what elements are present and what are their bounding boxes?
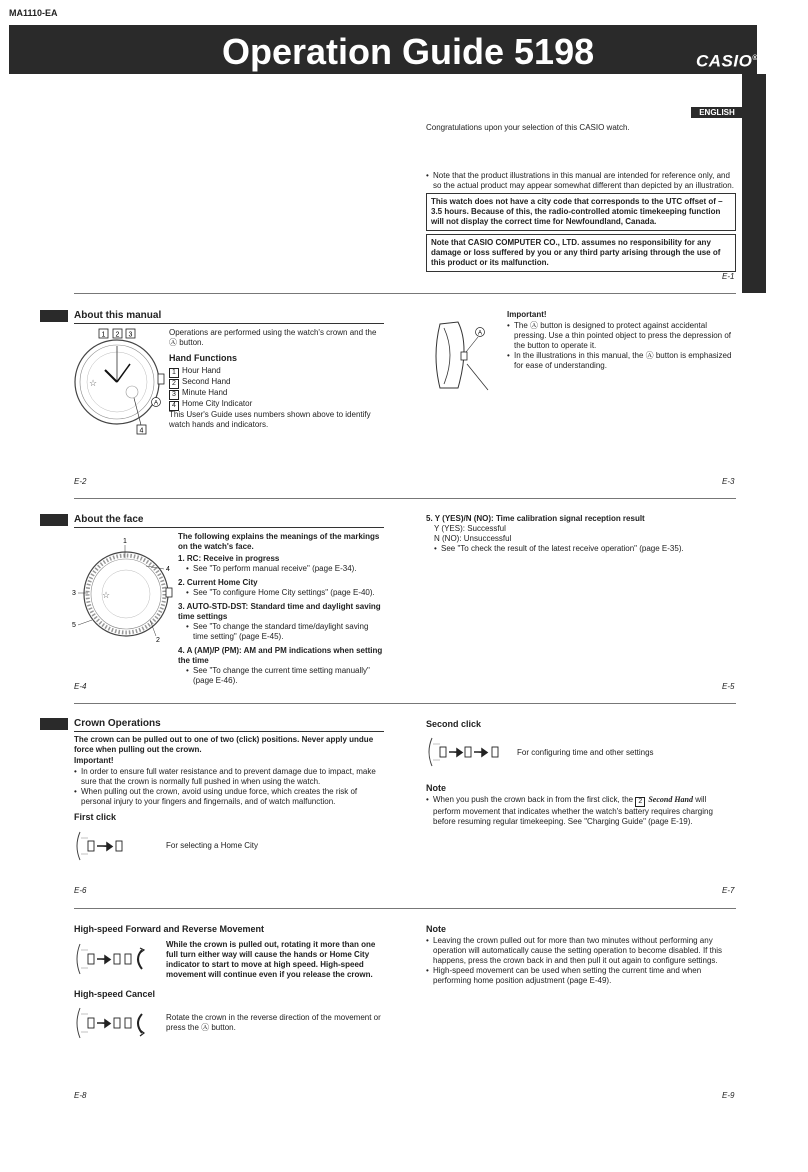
crown-important-title: Important! xyxy=(74,756,114,765)
section-heading xyxy=(40,514,384,528)
face-item-title: 3. AUTO-STD-DST: Standard time and daylight saving time settings xyxy=(178,602,381,621)
crown-important-list xyxy=(74,767,384,807)
result-line: N (NO): Unsuccessful xyxy=(434,534,512,543)
hand-functions-title: Hand Functions xyxy=(169,353,237,363)
second-click-note xyxy=(426,795,736,827)
face-item-sub xyxy=(178,666,384,686)
result-line: Y (YES): Successful xyxy=(434,524,506,533)
list-item: • Note that the product illustrations in this manual are intended for reference only, and so the actual product may appear somewhat different than depicted by an illustration. xyxy=(426,171,736,191)
second-click-title: Second click xyxy=(426,719,482,729)
section-divider xyxy=(74,293,736,294)
watch-face-illustration xyxy=(72,326,166,436)
crown-intro: The crown can be pulled out to one of two (click) positions. Never apply undue force when pulling out the crown. xyxy=(74,735,374,754)
list-item: • See "To change the current time setting manually" (page E-46). xyxy=(186,666,384,686)
page-number: E-8 xyxy=(74,1091,87,1100)
face-markings-illustration xyxy=(68,536,178,644)
list-item: • In order to ensure full water resistance and to prevent damage due to impact, make sure that the crown is normally full pushed in when using the watch. xyxy=(74,767,384,787)
callout-a: A xyxy=(153,400,159,407)
note-list xyxy=(426,936,736,986)
list-item: • When you push the crown back in from the first click, the 2 Second Hand will perform movement that indicates whether the watch's battery requires charging before resuming regular timekeeping. See "Charging Guide" (page E-19). xyxy=(426,795,736,827)
list-item: • See "To change the standard time/daylight saving time setting" (page E-45). xyxy=(186,622,384,642)
star-icon: ☆ xyxy=(89,378,98,388)
page-number: E-3 xyxy=(722,477,735,486)
crown-cancel-icon xyxy=(74,1006,154,1040)
model-code: MA1110-EA xyxy=(9,8,58,18)
section-divider xyxy=(74,703,736,704)
page-number: E-1 xyxy=(722,272,735,281)
highspeed-desc: While the crown is pulled out, rotating it more than one full turn either way will cause the hands or Home City indicator to start to move at high speed. High-speed movement will continue even if you release the crown. xyxy=(166,940,376,979)
callout-num: 3 xyxy=(72,590,76,597)
callout-num: 2 xyxy=(115,331,120,339)
highspeed-title: High-speed Forward and Reverse Movement xyxy=(74,924,265,934)
first-click-desc: For selecting a Home City xyxy=(166,841,259,850)
list-item: • When pulling out the crown, avoid using undue force, which creates the risk of personal injury to your fingers and fingernails, and of watch malfunction. xyxy=(74,787,384,807)
callout-num: 5 xyxy=(72,622,76,629)
first-click-title: First click xyxy=(74,812,117,822)
language-tab: ENGLISH xyxy=(691,107,743,118)
face-item-title: 4. A (AM)/P (PM): AM and PM indications when setting the time xyxy=(178,646,383,665)
crown-second-click-icon xyxy=(426,736,508,768)
manual-intro: Operations are performed using the watch's crown and the Ⓐ button. xyxy=(169,328,377,347)
heading-text: About the face xyxy=(74,514,144,525)
face-intro: The following explains the meanings of the markings on the watch's face. xyxy=(178,532,380,551)
heading-marker xyxy=(40,718,68,730)
heading-text: About this manual xyxy=(74,310,162,321)
list-item: • See "To check the result of the latest receive operation" (page E-35). xyxy=(434,544,736,554)
crown-first-click-icon xyxy=(74,830,130,862)
face-item-sub xyxy=(178,588,384,598)
list-item: 1 Hour Hand xyxy=(169,366,383,377)
page-number: E-7 xyxy=(722,886,735,895)
heading-marker xyxy=(40,514,68,526)
city-notice-box: This watch does not have a city code that corresponds to the UTC offset of –3.5 hours. Because of this, the radio-controlled atomic timekeeping function will not display the correct time for Newfoundland, Canada. xyxy=(426,193,736,231)
face-item-sub xyxy=(178,622,384,642)
note-title: Note xyxy=(426,783,446,793)
brand-logo: CASIO® xyxy=(696,51,759,71)
list-item: 4 Home City Indicator xyxy=(169,399,383,410)
heading-text: Crown Operations xyxy=(74,718,161,729)
hand-functions-list xyxy=(169,366,383,410)
heading-rule xyxy=(74,731,384,732)
section-divider xyxy=(74,908,736,909)
list-item: 2 Second Hand xyxy=(169,377,383,388)
list-item: • See "To perform manual receive" (page E-34). xyxy=(186,564,384,574)
highspeed-cancel-title: High-speed Cancel xyxy=(74,989,156,999)
callout-num: 4 xyxy=(139,427,144,435)
face-item-title: 5. Y (YES)/N (NO): Time calibration signal reception result xyxy=(426,514,645,523)
note-title: Note xyxy=(426,924,446,934)
list-item: 3 Minute Hand xyxy=(169,388,383,399)
callout-a: A xyxy=(477,330,483,337)
crown-rotate-icon xyxy=(74,942,154,976)
list-item: • In the illustrations in this manual, the Ⓐ button is emphasized for ease of understanding. xyxy=(507,351,737,371)
list-item: • See "To configure Home City settings" (page E-40). xyxy=(186,588,384,598)
liability-notice-box: Note that CASIO COMPUTER CO., LTD. assumes no responsibility for any damage or loss suffered by you or any third party arising through the use of this product or its malfunction. xyxy=(426,234,736,272)
callout-num: 1 xyxy=(101,331,106,339)
highspeed-cancel-desc: Rotate the crown in the reverse direction of the movement or press the Ⓐ button. xyxy=(166,1013,381,1032)
watch-side-illustration xyxy=(430,316,492,396)
callout-num: 4 xyxy=(166,566,170,573)
face-item-sub xyxy=(178,564,384,574)
face-item-title: 2. Current Home City xyxy=(178,578,258,587)
list-item: • Leaving the crown pulled out for more than two minutes without performing any operation will automatically cause the setting operation to become disabled. If this happens, press the crown back in and then pull it out again to configure settings. xyxy=(426,936,736,966)
congrats-text: Congratulations upon your selection of this CASIO watch. xyxy=(426,123,630,132)
list-item: • High-speed movement can be used when setting the current time and when performing home position adjustment (page E-49). xyxy=(426,966,736,986)
side-tab-bar xyxy=(742,74,766,293)
important-title: Important! xyxy=(507,310,547,319)
important-list xyxy=(507,321,737,371)
heading-marker xyxy=(40,310,68,322)
illustration-note xyxy=(426,171,736,191)
face-item-sub xyxy=(426,544,736,554)
page-number: E-4 xyxy=(74,682,87,691)
page-number: E-9 xyxy=(722,1091,735,1100)
heading-rule xyxy=(74,527,384,528)
page-number: E-6 xyxy=(74,886,87,895)
section-heading xyxy=(40,310,384,324)
manual-footnote: This User's Guide uses numbers shown above to identify watch hands and indicators. xyxy=(169,410,371,429)
page-number: E-5 xyxy=(722,682,735,691)
face-item-5 xyxy=(426,514,736,554)
page-title: Operation Guide 5198 xyxy=(222,31,595,72)
callout-num: 1 xyxy=(123,538,127,545)
star-icon: ☆ xyxy=(102,590,111,600)
callout-num: 2 xyxy=(156,637,160,644)
second-click-desc: For configuring time and other settings xyxy=(517,748,654,757)
face-item-title: 1. RC: Receive in progress xyxy=(178,554,280,563)
section-heading xyxy=(40,718,384,732)
section-divider xyxy=(74,498,736,499)
face-items xyxy=(178,554,384,686)
callout-num: 3 xyxy=(128,331,133,339)
page-number: E-2 xyxy=(74,477,87,486)
heading-rule xyxy=(74,323,384,324)
list-item: • The Ⓐ button is designed to protect against accidental pressing. Use a thin pointed object to press the depression of the button to operate it. xyxy=(507,321,737,351)
